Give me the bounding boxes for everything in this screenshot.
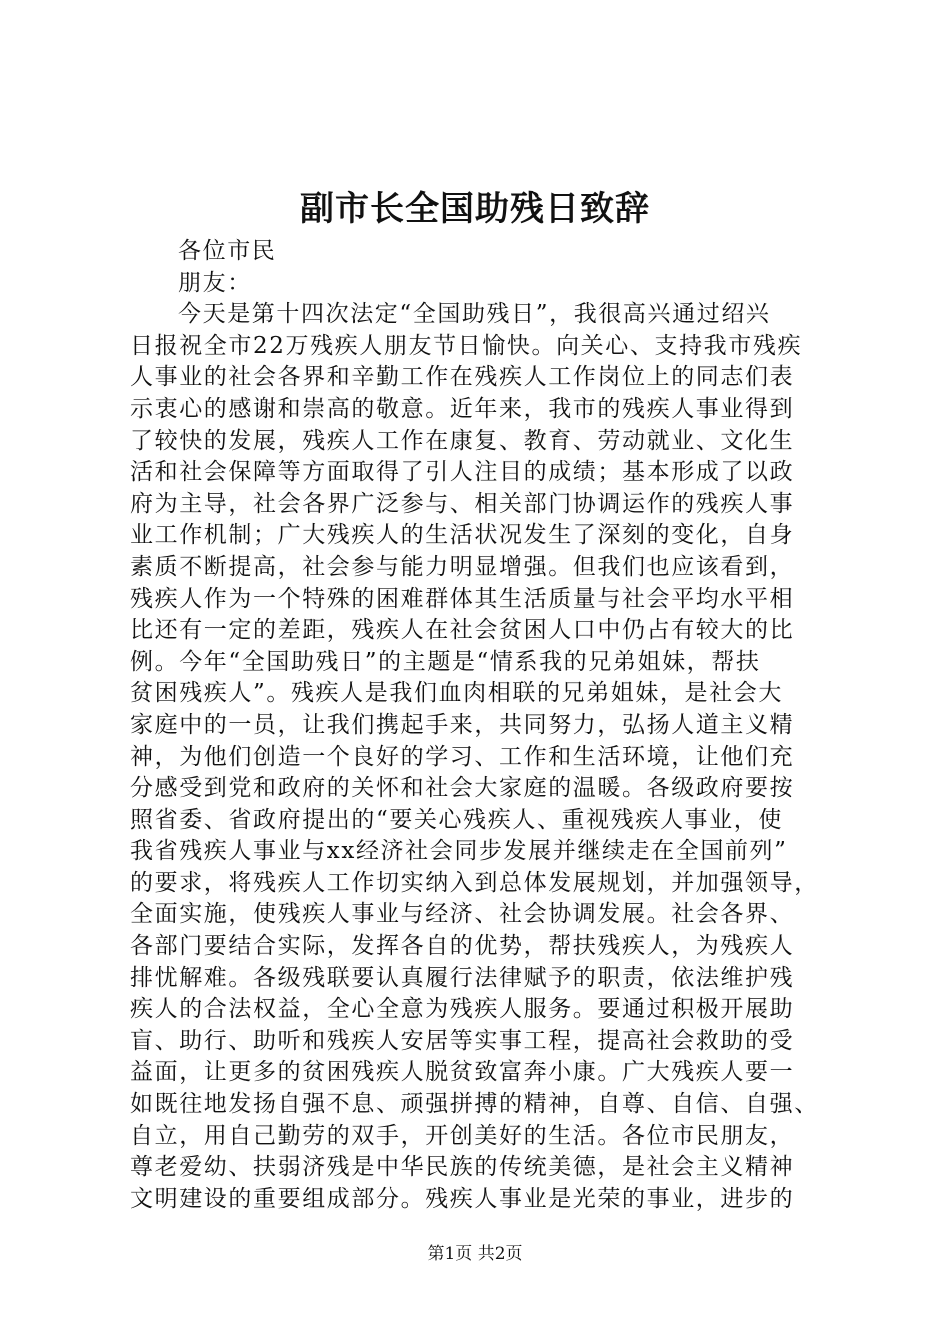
paragraph-line: 府为主导，社会各界广泛参与、相关部门协调运作的残疾人事 (130, 490, 795, 517)
paragraph-line: 分感受到党和政府的关怀和社会大家庭的温暖。各级政府要按 (130, 775, 795, 802)
paragraph-line: 全面实施，使残疾人事业与经济、社会协调发展。社会各界、 (130, 901, 795, 928)
paragraph-line: 残疾人作为一个特殊的困难群体其生活质量与社会平均水平相 (130, 585, 795, 612)
paragraph-line: 比还有一定的差距，残疾人在社会贫困人口中仍占有较大的比 (130, 617, 795, 644)
document-title: 副市长全国助残日致辞 (300, 189, 650, 229)
paragraph-line: 素质不断提高，社会参与能力明显增强。但我们也应该看到， (130, 553, 795, 580)
paragraph-line: 尊老爱幼、扶弱济残是中华民族的传统美德，是社会主义精神 (130, 1154, 795, 1181)
document-body (130, 236, 842, 1215)
paragraph-line: 我省残疾人事业与xx经济社会同步发展并继续走在全国前列” (130, 838, 788, 865)
paragraph-line: 神，为他们创造一个良好的学习、工作和生活环境，让他们充 (130, 743, 795, 770)
paragraph-line: 日报祝全市22万残疾人朋友节日愉快。向关心、支持我市残疾 (130, 332, 803, 359)
paragraph-line: 例。今年“全国助残日”的主题是“情系我的兄弟姐妹，帮扶 (130, 648, 761, 675)
salutation-line: 各位市民 (178, 238, 277, 264)
paragraph-line: 贫困残疾人”。残疾人是我们血肉相联的兄弟姐妹，是社会大 (130, 680, 783, 707)
paragraph-line: 益面，让更多的贫困残疾人脱贫致富奔小康。广大残疾人要一 (130, 1059, 795, 1086)
paragraph-line: 今天是第十四次法定“全国助残日”，我很高兴通过绍兴 (178, 301, 771, 328)
paragraph-line: 各部门要结合实际，发挥各自的优势，帮扶残疾人，为残疾人 (130, 933, 795, 960)
paragraph-line: 活和社会保障等方面取得了引人注目的成绩；基本形成了以政 (130, 459, 795, 486)
paragraph-line: 如既往地发扬自强不息、顽强拼搏的精神，自尊、自信、自强、 (130, 1091, 819, 1118)
paragraph-line: 文明建设的重要组成部分。残疾人事业是光荣的事业，进步的 (130, 1185, 795, 1212)
paragraph-line: 了较快的发展，残疾人工作在康复、教育、劳动就业、文化生 (130, 427, 795, 454)
paragraph-line: 家庭中的一员，让我们携起手来，共同努力，弘扬人道主义精 (130, 711, 795, 738)
paragraph-line: 人事业的社会各界和辛勤工作在残疾人工作岗位上的同志们表 (130, 364, 795, 391)
salutation-line: 朋友： (178, 269, 252, 296)
paragraph-line: 的要求，将残疾人工作切实纳入到总体发展规划，并加强领导， (130, 869, 819, 896)
paragraph-line: 照省委、省政府提出的“要关心残疾人、重视残疾人事业，使 (130, 806, 783, 833)
paragraph-line: 业工作机制；广大残疾人的生活状况发生了深刻的变化，自身 (130, 522, 795, 549)
paragraph-line: 排忧解难。各级残联要认真履行法律赋予的职责，依法维护残 (130, 964, 795, 991)
paragraph-line: 示衷心的感谢和崇高的敬意。近年来，我市的残疾人事业得到 (130, 395, 795, 422)
page-number-footer: 第1页 共2页 (427, 1244, 523, 1264)
paragraph-line: 疾人的合法权益，全心全意为残疾人服务。要通过积极开展助 (130, 996, 795, 1023)
paragraph-line: 自立，用自己勤劳的双手，开创美好的生活。各位市民朋友， (130, 1122, 795, 1149)
paragraph-line: 盲、助行、助听和残疾人安居等实事工程，提高社会救助的受 (130, 1027, 795, 1054)
